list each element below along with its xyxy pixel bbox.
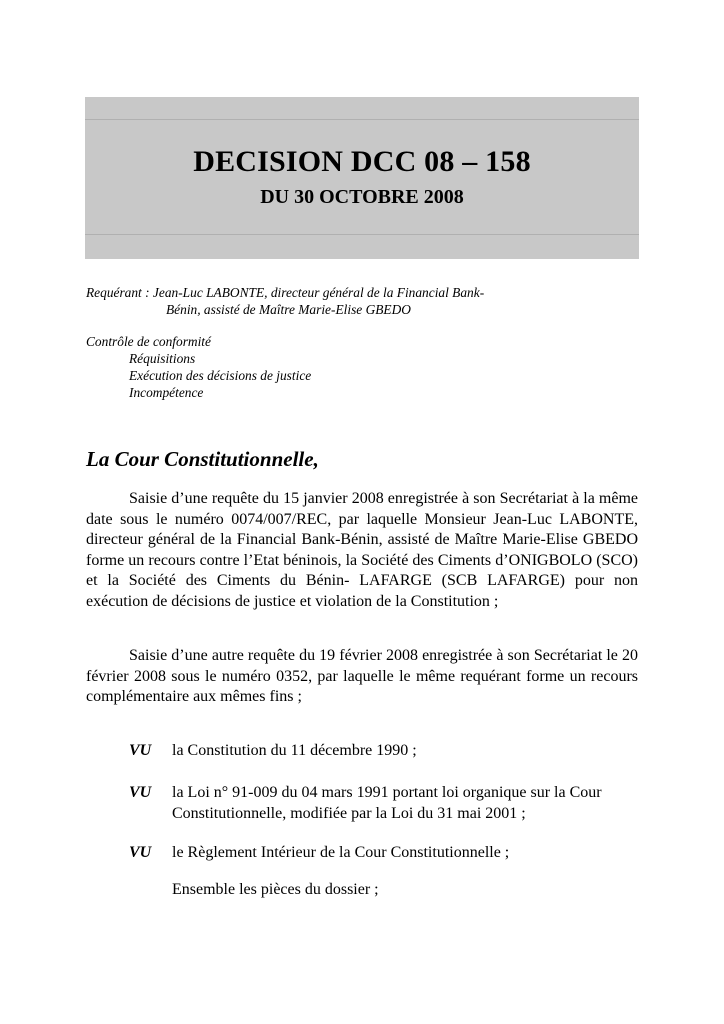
decision-title: DECISION DCC 08 – 158: [193, 145, 531, 178]
paragraph-saisie-2: Saisie d’une autre requête du 19 février 2008 enregistrée à son Secrétariat le 20 février 2008 sous le numéro 0352, par laquelle le même requérant forme un recours complémentaire aux mêmes fins ;: [86, 647, 638, 705]
paragraph-saisie-1: Saisie d’une requête du 15 janvier 2008 enregistrée à son Secrétariat à la même date sous le numéro 0074/007/REC, par laquelle Monsieur Jean-Luc LABONTE, directeur général de la Financial Bank-Bénin, assisté de Maître Marie-Elise GBEDO forme un recours contre l’Etat béninois, la Société des Ciments d’ONIGBOLO (SCO) et la Société des Ciments du Bénin- LAFARGE (SCB LAFARGE) pour non exécution de décisions de justice et violation de la Constitution ;: [86, 490, 638, 610]
keyword-item: Exécution des décisions de justice: [129, 368, 312, 383]
vu-label: VU: [129, 844, 152, 861]
vu-text: la Loi n° 91-009 du 04 mars 1991 portant loi organique sur la Cour Constitutionnelle, modifiée par la Loi du 31 mai 2001 ;: [172, 784, 602, 822]
vu-text: le Règlement Intérieur de la Cour Constitutionnelle ;: [172, 844, 510, 861]
decision-date: DU 30 OCTOBRE 2008: [260, 186, 464, 208]
keyword-item: Réquisitions: [129, 351, 196, 366]
requerant-line-1: Requérant : Jean-Luc LABONTE, directeur général de la Financial Bank-: [86, 285, 485, 300]
vu-label: VU: [129, 742, 152, 759]
keyword-item: Incompétence: [129, 385, 204, 400]
header-divider-bottom: [85, 234, 639, 235]
court-heading: La Cour Constitutionnelle,: [86, 447, 319, 471]
controle-heading: Contrôle de conformité: [86, 334, 211, 349]
requerant-line-2: Bénin, assisté de Maître Marie-Elise GBEDO: [166, 302, 411, 317]
ensemble-pieces: Ensemble les pièces du dossier ;: [172, 881, 379, 898]
vu-text: la Constitution du 11 décembre 1990 ;: [172, 742, 417, 759]
header-divider-top: [85, 119, 639, 120]
vu-label: VU: [129, 784, 152, 801]
decision-header-box: [85, 97, 639, 259]
